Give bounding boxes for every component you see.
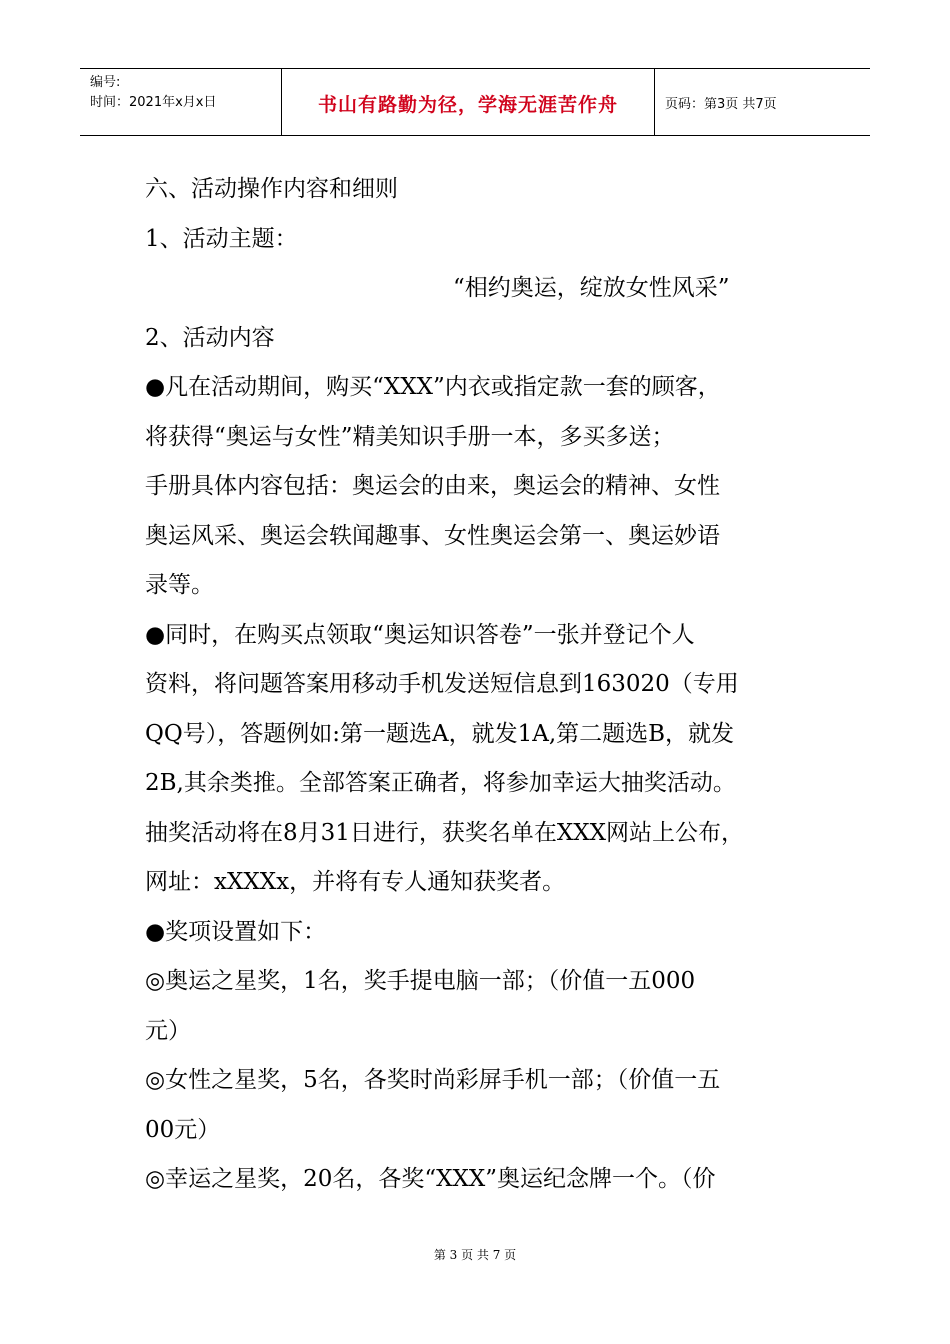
body-line: 抽奖活动将在8月31日进行，获奖名单在XXX网站上公布， [145,819,745,846]
subsection-heading-theme: 1、活动主题： [145,225,298,252]
prize-line: ◎女性之星奖，5名，各奖时尚彩屏手机一部；（价值一五 [145,1067,721,1093]
prize-line: ◎幸运之星奖，20名，各奖“XXX”奥运纪念牌一个。（价 [145,1166,716,1192]
body-line: 2B,其余类推。全部答案正确者，将参加幸运大抽奖活动。 [145,770,736,796]
activity-theme: “相约奥运，绽放女性风采” [453,275,730,301]
subsection-heading-content: 2、活动内容 [145,324,275,351]
header-page-info [655,69,870,135]
body-line: ●同时，在购买点领取“奥运知识答卷”一张并登记个人 [145,621,695,648]
header-motto [282,69,655,135]
page-info-text: 页码：第3页 共7页 [665,96,777,112]
prize-line: 元） [145,1017,191,1044]
page-header [80,68,870,136]
body-line: ●奖项设置如下： [145,918,327,945]
footer-page-number: 第 3 页 共 7 页 [433,1248,517,1262]
body-line: 录等。 [145,572,214,598]
body-line: 资料，将问题答案用移动手机发送短信息到163020（专用 [145,671,739,697]
body-line: 网址：xXXXx，并将有专人通知获奖者。 [145,869,566,895]
page-footer [0,1246,950,1263]
body-line: ●凡在活动期间，购买“XXX”内衣或指定款一套的顾客， [145,374,721,400]
motto-text: 书山有路勤为径，学海无涯苦作舟 [317,93,618,116]
body-line: QQ号），答题例如:第一题选A，就发1A,第二题选B，就发 [145,720,735,747]
document-number-label: 编号: [90,75,121,90]
prize-line: 00元） [145,1116,221,1143]
prize-line: ◎奥运之星奖，1名，奖手提电脑一部；（价值一五000 [145,968,696,994]
section-heading: 六、活动操作内容和细则 [145,176,398,202]
body-line: 奥运风采、奥运会轶闻趣事、女性奥运会第一、奥运妙语 [145,522,720,549]
document-body [145,165,815,1205]
body-line: 将获得“奥运与女性”精美知识手册一本，多买多送； [145,423,675,450]
header-meta [80,69,282,135]
document-date: 时间：2021年x月x日 [90,95,217,110]
body-line: 手册具体内容包括：奥运会的由来，奥运会的精神、女性 [145,473,720,499]
